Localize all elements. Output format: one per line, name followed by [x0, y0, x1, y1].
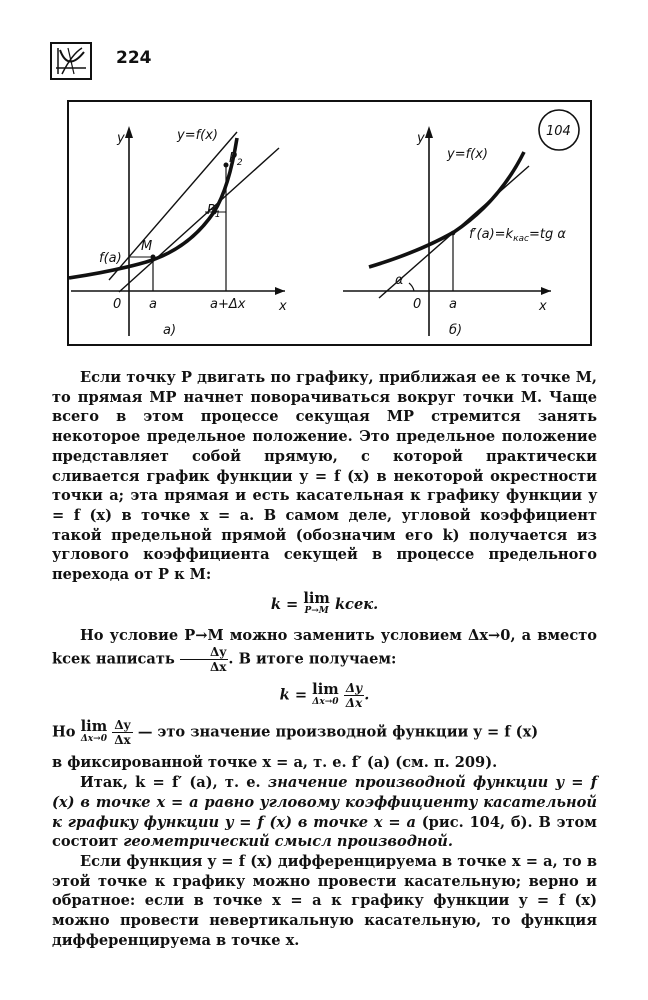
- graph-logo-icon: [50, 42, 92, 80]
- page-number: 224: [116, 48, 152, 68]
- figure-104: [67, 100, 592, 346]
- right-alpha-label: α: [395, 273, 404, 288]
- right-slope-label: $f'(a)=k_{кас}=tg$ α: [469, 227, 566, 244]
- left-x-label: x: [279, 299, 287, 314]
- paragraph-3-cont: в фиксированной точке x = a, т. е. f′ (a) (см. п. 209).: [52, 754, 498, 772]
- paragraph-5: Если функция y = f (x) дифференцируема в точке x = a, то в этой точке к графику можно провести касательную; верно и обратное: если в точке x = a к графику функции y = f (x) можно провести невертикальную касательную, то функция дифференцируема в точке x.: [52, 852, 597, 949]
- left-p1-label: $P_1$: [207, 203, 221, 220]
- formula-1-right: kсек.: [329, 595, 379, 613]
- right-x-label: x: [539, 299, 547, 314]
- right-a-label: a: [449, 297, 457, 312]
- figure-number: 104: [546, 124, 571, 139]
- left-caption: а): [163, 323, 177, 338]
- right-y-label: y: [417, 131, 425, 146]
- paragraph-2: Но условие P→M можно заменить условием Δx→0, а вместо kсек написать $\frac{\Delta y}{\Delta x}$ . В итоге получаем:: [52, 626, 597, 675]
- right-origin-label: 0: [413, 297, 422, 312]
- paragraph-1: Если точку P двигать по графику, приближая ее к точке M, то прямая MP начнет поворачиваться вокруг точки M. Чаще всего в этом процессе секущая MP стремится занять некоторое предельное положение. Это предельное положение представляет собой прямую, с которой практически сливается график функции y = f (x) в некоторой окрестности точки a; эта прямая и есть касательная к графику функции y = f (x) в точке x = a. В самом деле, угловой коэффициент такой предельной прямой (обозначим его k) получается из углового коэффициента секущей в процессе предельного перехода от P к M:: [52, 369, 597, 584]
- left-a-dx-label: a+Δx: [210, 297, 246, 312]
- formula-2: k = lim Δx→0 $\frac{\Delta y}{\Delta x}$ .: [279, 680, 370, 711]
- paragraph-3: Но lim Δx→0 $\frac{\Delta y}{\Delta x}$ — это значение производной функции y = f (x): [52, 717, 539, 748]
- right-curve-label: y=f(x): [447, 147, 488, 162]
- body-text: [52, 368, 597, 950]
- left-m-label: M: [141, 239, 153, 254]
- left-graph: [69, 126, 285, 336]
- formula-1-left: k =: [270, 595, 304, 613]
- left-origin-label: 0: [113, 297, 122, 312]
- left-y-label: y: [117, 131, 125, 146]
- left-a-label: a: [149, 297, 157, 312]
- figure-drawing: [69, 102, 594, 348]
- formula-1: [52, 589, 597, 618]
- right-caption: б): [449, 323, 463, 338]
- left-curve-label: y=f(x): [177, 128, 218, 143]
- paragraph-2-fraction: $\frac{\Delta y}{\Delta x}$: [180, 645, 228, 674]
- left-p2-label: $P_2$: [229, 151, 243, 168]
- paragraph-4: Итак, k = f′ (a), т. е. значение производной функции y = f (x) в точке x = a равно угловому коэффициенту касательной к графику функции y = f (x) в точке x = a (рис. 104, б). В этом состоит геометрический смысл производной.: [52, 774, 597, 851]
- left-fa-label: f(a): [99, 251, 122, 266]
- formula-1-lim: lim P→M: [303, 589, 330, 616]
